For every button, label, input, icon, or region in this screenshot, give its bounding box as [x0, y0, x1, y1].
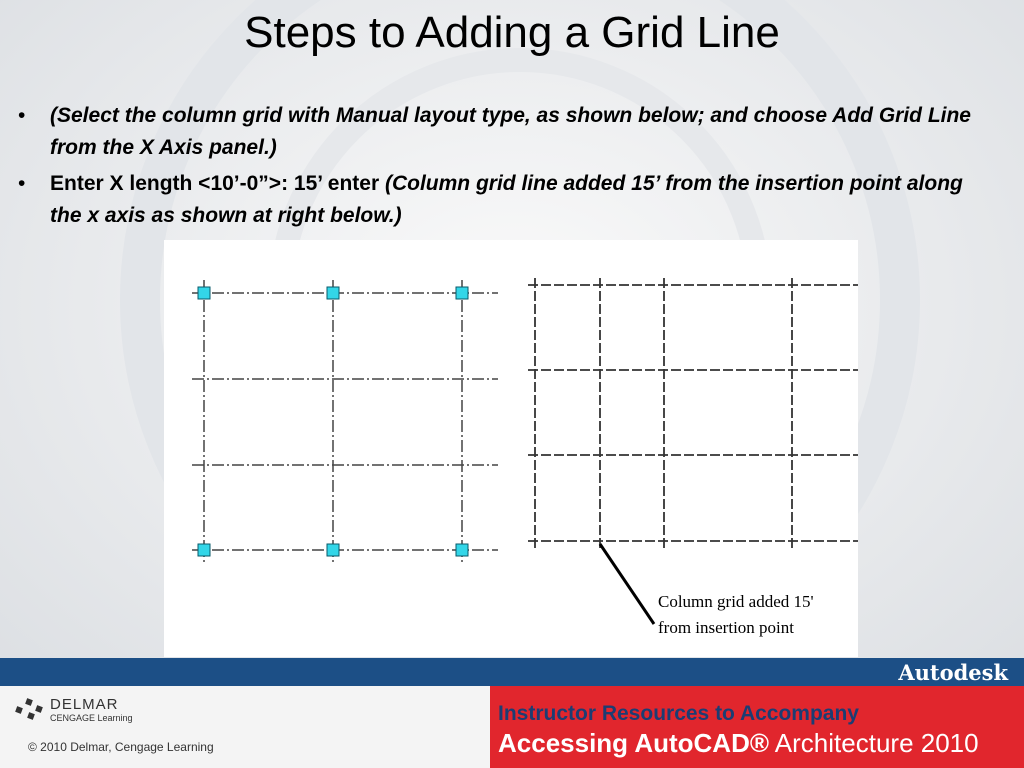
grip-icon [327, 544, 339, 556]
grip-icon [198, 544, 210, 556]
bullet-text: (Select the column grid with Manual layout type, as shown below; and choose Add Grid Line from the X Axis panel.) [50, 104, 971, 159]
bullet-symbol: • [18, 104, 26, 127]
copyright-text: © 2010 Delmar, Cengage Learning [28, 740, 214, 754]
grid-figure [164, 240, 858, 657]
grip-icon [327, 287, 339, 299]
grip-icon [456, 287, 468, 299]
footer-line1: Instructor Resources to Accompany [498, 702, 859, 725]
bullet-symbol: • [18, 172, 26, 195]
footer-line2 [498, 728, 979, 759]
footer-bar [0, 658, 1024, 686]
publisher-name: DELMAR [50, 696, 119, 713]
slide-title: Steps to Adding a Grid Line [244, 8, 780, 57]
grip-icon [456, 544, 468, 556]
grid-drawing [164, 240, 858, 657]
bullet-list [18, 100, 978, 236]
left-column-grid [192, 280, 498, 562]
publisher-subname: CENGAGE Learning [50, 713, 133, 723]
bullet-text: Enter X length <10’-0”>: 15’ enter [50, 172, 385, 195]
bullet-item [18, 168, 978, 232]
right-column-grid [528, 278, 858, 550]
bullet-text-italic: (Column grid line added 15’ from the insertion point along the x axis as shown at right below.) [50, 172, 963, 227]
footer-line2-rest: Architecture 2010 [769, 728, 979, 758]
grip-icon [198, 287, 210, 299]
annotation-line1: Column grid added 15' [658, 592, 814, 611]
bullet-item [18, 100, 978, 164]
autodesk-logo: Autodesk [898, 660, 1008, 685]
annotation-line2: from insertion point [658, 618, 794, 637]
footer-line2-bold: Accessing AutoCAD® [498, 728, 770, 758]
delmar-logo-icon [14, 697, 44, 725]
leader-line [600, 544, 654, 624]
